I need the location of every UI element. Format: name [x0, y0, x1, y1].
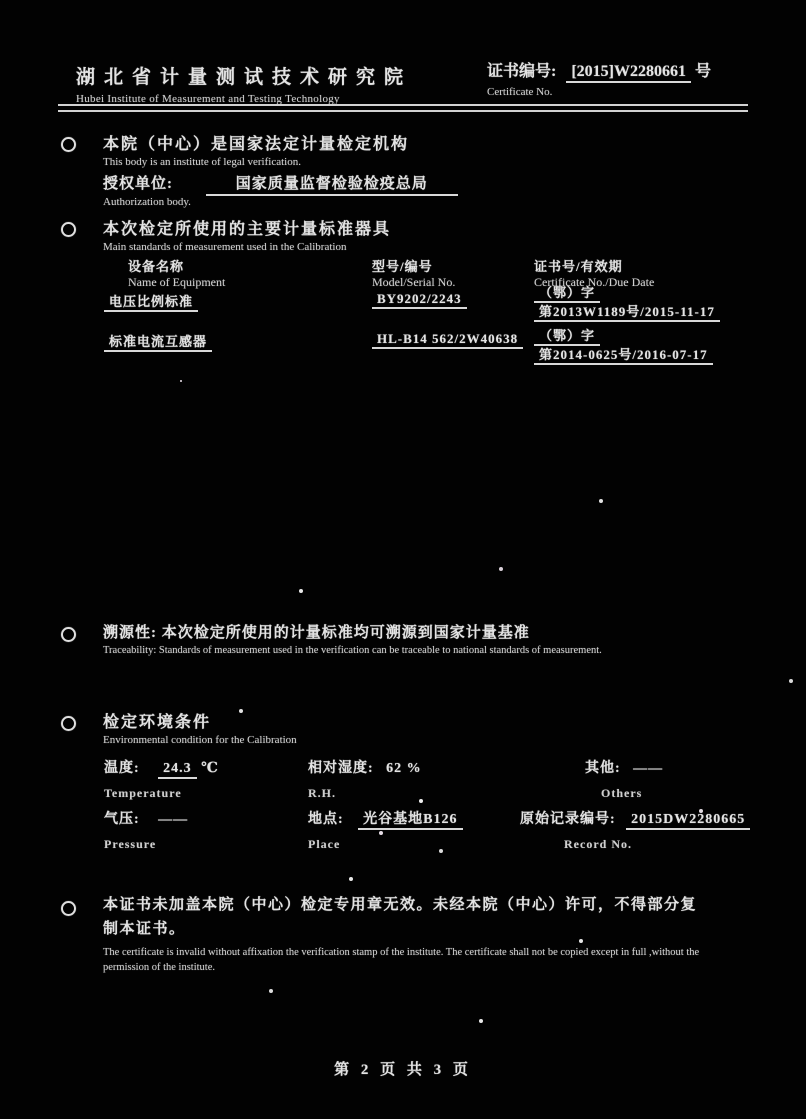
- temperature-label-en: Temperature: [104, 786, 182, 800]
- equipment-cert: （鄂）字 第2014-0625号/2016-07-17: [534, 326, 713, 364]
- env-temperature: 温度: 24.3 ℃ Temperature: [104, 761, 219, 800]
- bullet-icon: [61, 137, 76, 152]
- notice-line-en: The certificate is invalid without affixation the verification stamp of the institute. The certificate shall not be copied except in full ,without the permission of the institute.: [103, 947, 700, 973]
- header-certificate-no: [487, 58, 711, 98]
- notice-line2-cn: 制本证书。: [103, 921, 186, 937]
- others-label-en: Others: [601, 786, 643, 800]
- equipment-name: 标准电流互感器: [104, 334, 212, 352]
- col-cert-en: Certificate No./Due Date: [534, 275, 655, 289]
- env-pressure: 气压: —— Pressure: [104, 812, 189, 851]
- place-label-en: Place: [308, 837, 341, 851]
- equipment-name: 电压比例标准: [104, 294, 198, 312]
- legal-line-en: This body is an institute of legal verification.: [103, 156, 301, 168]
- bullet-icon: [61, 222, 76, 237]
- section-legal: [103, 131, 458, 208]
- standards-title-cn: 本次检定所使用的主要计量标准器具: [103, 221, 392, 238]
- record-value: 2015DW2280665: [626, 812, 750, 830]
- section-notice: [103, 893, 743, 975]
- certificate-no-label-en: Certificate No.: [487, 86, 553, 98]
- auth-label-cn: 授权单位:: [103, 176, 173, 192]
- col-model-en: Model/Serial No.: [372, 275, 456, 289]
- section-traceability: [103, 621, 602, 656]
- humidity-label-en: R.H.: [308, 786, 336, 800]
- place-value: 光谷基地B126: [358, 812, 462, 830]
- certificate-no-label-cn: 证书编号:: [487, 63, 557, 80]
- section-standards-title: [103, 216, 391, 253]
- pressure-label-en: Pressure: [104, 837, 157, 851]
- environment-title-cn: 检定环境条件: [103, 714, 212, 731]
- col-name-en: Name of Equipment: [128, 275, 226, 289]
- header-divider: [58, 104, 748, 112]
- certificate-no-suffix: 号: [695, 63, 712, 80]
- equipment-model: BY9202/2243: [372, 291, 467, 307]
- notice-line1-cn: 本证书未加盖本院（中心）检定专用章无效。未经本院（中心）许可，不得部分复: [103, 897, 698, 913]
- col-cert-cn: 证书号/有效期: [534, 259, 623, 274]
- others-value: ——: [633, 761, 664, 776]
- humidity-value: 62: [386, 761, 403, 776]
- bullet-icon: [61, 901, 76, 916]
- temperature-value: 24.3: [158, 761, 197, 779]
- env-place: 地点: 光谷基地B126 Place: [308, 808, 463, 852]
- institute-name-cn: 湖北省计量测试技术研究院: [76, 67, 413, 88]
- bullet-icon: [61, 627, 76, 642]
- table-row: [104, 291, 198, 310]
- equipment-model: HL-B14 562/2W40638: [372, 331, 523, 347]
- certificate-no-value: [2015]W2280661: [566, 63, 691, 83]
- env-record: 原始记录编号: 2015DW2280665 Record No.: [520, 808, 750, 852]
- table-row: [104, 331, 212, 350]
- env-others: 其他: —— Others: [585, 761, 664, 800]
- env-humidity: 相对湿度: 62 % R.H.: [308, 761, 422, 800]
- section-environment-title: [103, 709, 297, 746]
- auth-value: 国家质量监督检验检疫总局: [206, 176, 458, 196]
- bullet-icon: [61, 716, 76, 731]
- col-name-cn: 设备名称: [128, 259, 185, 274]
- environment-title-en: Environmental condition for the Calibration: [103, 734, 297, 746]
- traceability-line-en: Traceability: Standards of measurement used in the verification can be traceable to national standards of measurement.: [103, 645, 602, 656]
- record-label-en: Record No.: [564, 837, 632, 851]
- institute-name-en: Hubei Institute of Measurement and Testing Technology: [76, 93, 340, 105]
- scan-noise: [180, 380, 182, 382]
- page-number: 第 2 页 共 3 页: [334, 1062, 472, 1078]
- standards-title-en: Main standards of measurement used in the Calibration: [103, 241, 347, 253]
- legal-line-cn: 本院（中心）是国家法定计量检定机构: [103, 136, 410, 153]
- auth-label-en: Authorization body.: [103, 196, 191, 208]
- equipment-cert: （鄂）字 第2013W1189号/2015-11-17: [534, 283, 720, 321]
- col-model-cn: 型号/编号: [372, 259, 433, 274]
- traceability-line-cn: 溯源性: 本次检定所使用的计量标准均可溯源到国家计量基准: [103, 625, 530, 641]
- header-institute: [76, 62, 412, 105]
- standards-col-model-header: [372, 256, 455, 290]
- standards-col-name-header: [128, 256, 225, 290]
- pressure-value: ——: [158, 812, 189, 827]
